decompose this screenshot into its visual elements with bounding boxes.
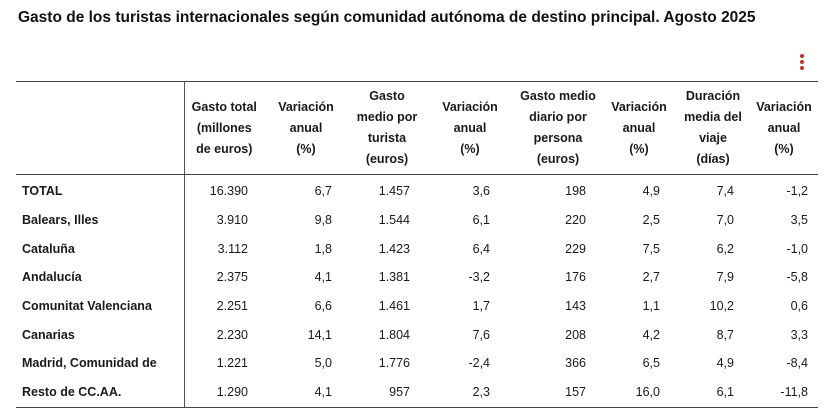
column-header-line: Variación	[756, 99, 812, 114]
data-table	[16, 81, 818, 408]
table-cell: 6,6	[314, 299, 332, 314]
table-cell: 4,9	[716, 356, 734, 371]
table-cell: 1.544	[378, 213, 410, 228]
table-cell: 2,5	[642, 213, 660, 228]
column-header-line: anual	[622, 120, 656, 135]
table-cell: 7,5	[642, 241, 660, 256]
table-cell: 157	[514, 378, 602, 407]
column-header	[184, 82, 264, 175]
table-row	[16, 292, 818, 321]
table-cell: 14,1	[307, 327, 332, 342]
table-cell: -11,8	[750, 378, 818, 407]
column-header-line: (millones	[196, 120, 252, 135]
table-cell: 4,9	[642, 184, 660, 199]
table-cell: 6,1	[676, 378, 750, 407]
table-cell: 2.230	[216, 327, 248, 342]
table-cell: 366	[565, 356, 586, 371]
table-cell: 5,0	[314, 356, 332, 371]
data-table-container	[16, 81, 818, 408]
table-cell: 3.910	[216, 213, 248, 228]
table-cell: 4,1	[264, 378, 348, 407]
table-row	[16, 206, 818, 235]
column-header	[514, 82, 602, 175]
row-label: Andalucía	[16, 263, 184, 292]
column-header	[264, 82, 348, 175]
table-cell: -8,4	[786, 356, 808, 371]
table-cell: 3,5	[790, 213, 808, 228]
column-header	[750, 82, 818, 175]
table-cell: 10,2	[709, 299, 734, 314]
column-header-line: anual	[767, 120, 801, 135]
column-header-line: Gasto total	[191, 99, 257, 114]
table-row	[16, 175, 818, 206]
row-label: Balears, Illes	[16, 206, 184, 235]
column-header-line: viaje	[699, 131, 727, 145]
column-header-line: Variación	[278, 99, 334, 114]
column-header	[426, 82, 514, 175]
column-header	[602, 82, 676, 175]
column-header-line: medio por	[356, 110, 418, 124]
table-cell: -2,4	[468, 356, 490, 371]
row-label: Comunitat Valenciana	[16, 292, 184, 321]
table-cell: 6,4	[472, 241, 490, 256]
table-row	[16, 378, 818, 407]
column-header-line: Gasto medio	[520, 89, 596, 103]
column-header-line: diario por	[529, 110, 587, 124]
table-cell: 8,7	[716, 327, 734, 342]
table-cell: 1.423	[378, 241, 410, 256]
table-row	[16, 320, 818, 349]
table-cell: 1,7	[472, 299, 490, 314]
table-cell: 16,0	[602, 378, 676, 407]
table-cell: 1.221	[216, 356, 248, 371]
table-cell: 0,6	[790, 299, 808, 314]
table-row	[16, 349, 818, 378]
table-cell: 957	[348, 378, 426, 407]
row-label: Canarias	[16, 320, 184, 349]
table-cell: 1,8	[314, 241, 332, 256]
table-cell: 4,1	[314, 270, 332, 285]
column-header-line: (%)	[296, 141, 316, 156]
table-cell: 6,2	[716, 241, 734, 256]
column-header	[348, 82, 426, 175]
column-header-line: media del	[684, 110, 742, 124]
table-cell: -5,8	[786, 270, 808, 285]
table-cell: 7,4	[716, 184, 734, 199]
column-header-line: Variación	[611, 99, 667, 114]
table-row	[16, 234, 818, 263]
column-header-line: Duración	[685, 89, 741, 103]
table-cell: 16.390	[209, 184, 248, 199]
column-header-line: persona	[533, 131, 583, 145]
table-cell: 7,6	[472, 327, 490, 342]
column-header-line: turista	[367, 131, 407, 145]
table-cell: 176	[565, 270, 586, 285]
table-cell: 2,3	[426, 378, 514, 407]
table-cell: 229	[565, 241, 586, 256]
table-cell: 1.804	[378, 327, 410, 342]
table-cell: 7,0	[716, 213, 734, 228]
table-cell: 3,6	[472, 184, 490, 199]
table-cell: 2.375	[216, 270, 248, 285]
table-cell: 6,7	[314, 184, 332, 199]
table-cell: 4,2	[642, 327, 660, 342]
table-cell: 1.290	[184, 378, 264, 407]
column-header-line: Variación	[442, 99, 498, 114]
table-cell: 6,5	[642, 356, 660, 371]
row-label: Resto de CC.AA.	[16, 378, 184, 407]
table-cell: -1,0	[786, 241, 808, 256]
header-empty-cell	[16, 82, 184, 175]
table-cell: 6,1	[472, 213, 490, 228]
column-header-line: (euros)	[536, 152, 580, 166]
column-header-line: (%)	[629, 141, 649, 156]
column-header-line: de euros)	[196, 141, 253, 156]
column-header-line: anual	[289, 120, 323, 135]
table-cell: 1.381	[378, 270, 410, 285]
column-header-line: Gasto	[369, 89, 405, 103]
column-header-line: (%)	[460, 141, 480, 156]
table-cell: -1,2	[786, 184, 808, 199]
vertical-ellipsis-icon[interactable]	[796, 54, 808, 72]
row-label: Cataluña	[16, 234, 184, 263]
table-header-row	[16, 82, 818, 175]
column-header-line: (euros)	[365, 152, 409, 166]
row-label: Madrid, Comunidad de	[16, 349, 184, 378]
table-body	[16, 175, 818, 408]
table-cell: 1.457	[378, 184, 410, 199]
table-cell: 2,7	[642, 270, 660, 285]
table-cell: 2.251	[216, 299, 248, 314]
table-cell: 1,1	[642, 299, 660, 314]
table-row	[16, 263, 818, 292]
table-cell: 1.776	[378, 356, 410, 371]
table-cell: 7,9	[716, 270, 734, 285]
column-header-line: (días)	[696, 152, 730, 166]
column-header	[676, 82, 750, 175]
table-cell: 1.461	[378, 299, 410, 314]
table-cell: 220	[565, 213, 586, 228]
column-header-line: (%)	[774, 141, 794, 156]
column-header-line: anual	[453, 120, 487, 135]
table-cell: 9,8	[314, 213, 332, 228]
table-cell: 143	[565, 299, 586, 314]
table-cell: 3.112	[217, 241, 248, 256]
table-cell: 3,3	[790, 327, 808, 342]
table-cell: 208	[565, 327, 586, 342]
page-title: Gasto de los turistas internacionales según comunidad autónoma de destino principal. Agosto 2025	[18, 9, 756, 26]
table-cell: 198	[565, 184, 586, 199]
row-label: TOTAL	[16, 175, 184, 206]
table-cell: -3,2	[468, 270, 490, 285]
